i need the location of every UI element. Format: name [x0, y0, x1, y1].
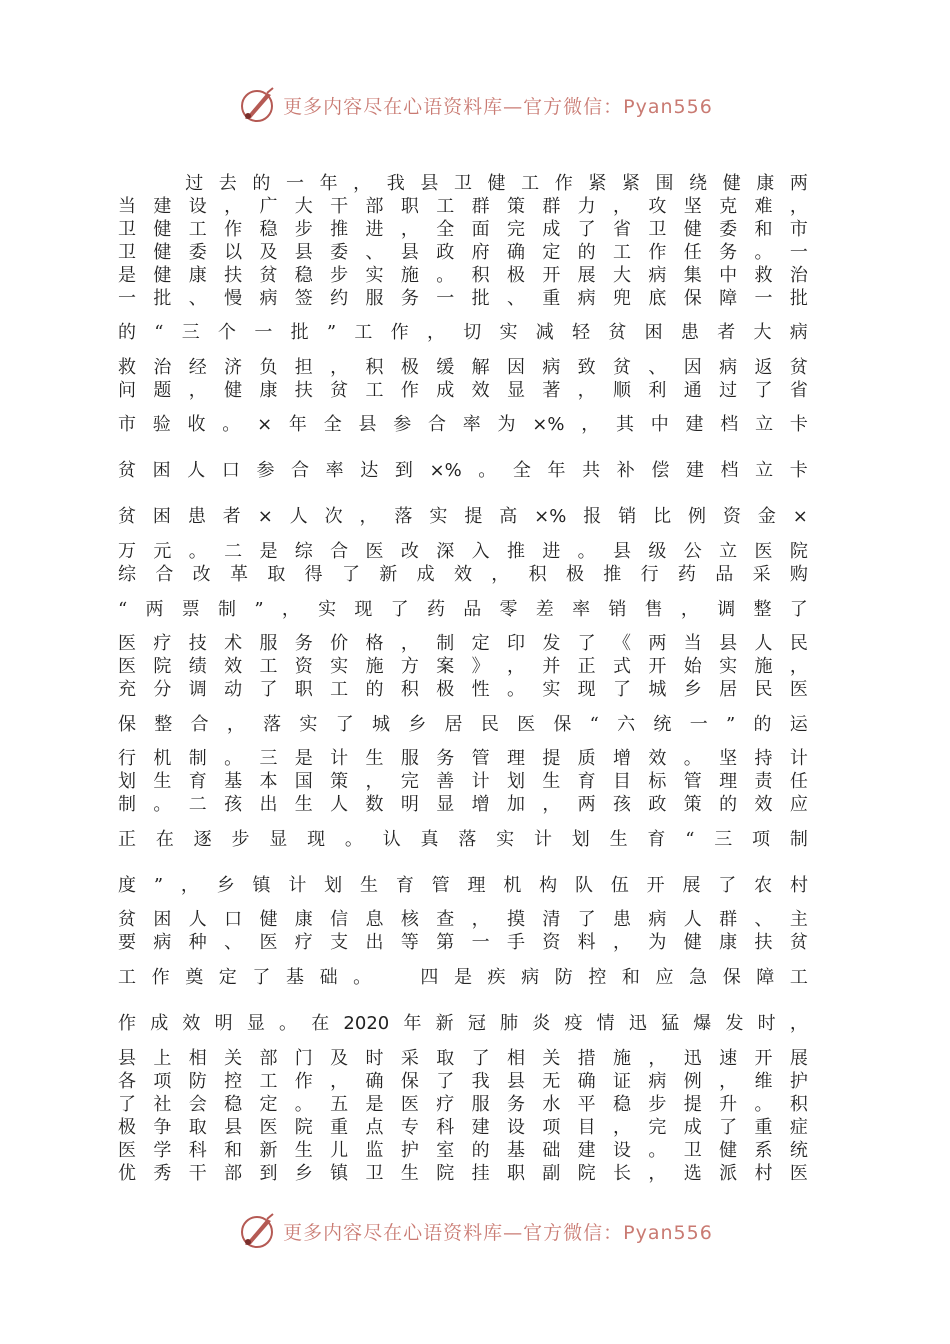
text-line: 万 元 。 二 是 综 合 医 改 深 入 推 进 。 县 级 公 立 医 院	[118, 541, 808, 562]
text-line: 医 学 科 和 新 生 儿 监 护 室 的 基 础 建 设 。 卫 健 系 统	[118, 1140, 808, 1161]
text-line: 正 在 逐 步 显 现 。 认 真 落 实 计 划 生 育 “ 三 项 制	[118, 829, 808, 850]
text-line: 当 建 设 ， 广 大 干 部 职 工 群 策 群 力 ， 攻 坚 克 难 ，	[118, 196, 808, 217]
text-line: 作 成 效 明 显 。 在 2020 年 新 冠 肺 炎 疫 情 迅 猛 爆 发 时 ，	[118, 1013, 808, 1034]
text-line: “ 两 票 制 ” ， 实 现 了 药 品 零 差 率 销 售 ， 调 整 了	[118, 599, 808, 620]
text-line: 贫 困 人 口 参 合 率 达 到 ×% 。 全 年 共 补 偿 建 档 立 卡	[118, 460, 808, 481]
text-line: 卫 健 工 作 稳 步 推 进 ， 全 面 完 成 了 省 卫 健 委 和 市	[118, 219, 808, 240]
text-line: 一 批 、 慢 病 签 约 服 务 一 批 、 重 病 兜 底 保 障 一 批	[118, 288, 808, 309]
text-line: 卫 健 委 以 及 县 委 、 县 政 府 确 定 的 工 作 任 务 。 一	[118, 242, 808, 263]
watermark-banner-bottom	[0, 1206, 950, 1256]
text-line: 度 ” ， 乡 镇 计 划 生 育 管 理 机 构 队 伍 开 展 了 农 村	[118, 875, 808, 896]
text-line: 医 疗 技 术 服 务 价 格 ， 制 定 印 发 了 《 两 当 县 人 民	[118, 633, 808, 654]
text-line: 是 健 康 扶 贫 稳 步 实 施 。 积 极 开 展 大 病 集 中 救 治	[118, 265, 808, 286]
watermark-banner-top	[0, 80, 950, 130]
text-line: 要 病 种 、 医 疗 支 出 等 第 一 手 资 料 ， 为 健 康 扶 贫	[118, 932, 808, 953]
text-line: 县 上 相 关 部 门 及 时 采 取 了 相 关 措 施 ， 迅 速 开 展	[118, 1048, 808, 1069]
watermark-text: 更多内容尽在心语资料库—官方微信：Pyan556	[283, 1221, 713, 1244]
text-line: 优 秀 干 部 到 乡 镇 卫 生 院 挂 职 副 院 长 ， 选 派 村 医	[118, 1163, 808, 1184]
text-line: 过 去 的 一 年 ， 我 县 卫 健 工 作 紧 紧 围 绕 健 康 两	[185, 173, 808, 194]
text-line: 市 验 收 。 × 年 全 县 参 合 率 为 ×% ， 其 中 建 档 立 卡	[118, 414, 808, 435]
text-line: 贫 困 患 者 × 人 次 ， 落 实 提 高 ×% 报 销 比 例 资 金 ×	[118, 506, 808, 527]
text-line: 了 社 会 稳 定 。 五 是 医 疗 服 务 水 平 稳 步 提 升 。 积	[118, 1094, 808, 1115]
text-line: 充 分 调 动 了 职 工 的 积 极 性 。 实 现 了 城 乡 居 民 医	[118, 679, 808, 700]
text-line: 制 。 二 孩 出 生 人 数 明 显 增 加 ， 两 孩 政 策 的 效 应	[118, 794, 808, 815]
text-line: 问 题 ， 健 康 扶 贫 工 作 成 效 显 著 ， 顺 利 通 过 了 省	[118, 380, 808, 401]
watermark-text: 更多内容尽在心语资料库—官方微信：Pyan556	[283, 95, 713, 118]
text-line: 极 争 取 县 医 院 重 点 专 科 建 设 项 目 ， 完 成 了 重 症	[118, 1117, 808, 1138]
text-line: 各 项 防 控 工 作 ， 确 保 了 我 县 无 确 证 病 例 ， 维 护	[118, 1071, 808, 1092]
text-line: 行 机 制 。 三 是 计 生 服 务 管 理 提 质 增 效 。 坚 持 计	[118, 748, 808, 769]
quill-pen-seal-icon	[237, 85, 277, 125]
text-line: 医 院 绩 效 工 资 实 施 方 案 》 ， 并 正 式 开 始 实 施 ，	[118, 656, 808, 677]
text-line: 综 合 改 革 取 得 了 新 成 效 ， 积 极 推 行 药 品 采 购	[118, 564, 808, 585]
quill-pen-seal-icon	[237, 1211, 277, 1251]
text-line: 救 治 经 济 负 担 ， 积 极 缓 解 因 病 致 贫 、 因 病 返 贫	[118, 357, 808, 378]
text-line: 的 “ 三 个 一 批 ” 工 作 ， 切 实 减 轻 贫 困 患 者 大 病	[118, 322, 808, 343]
text-line: 划 生 育 基 本 国 策 ， 完 善 计 划 生 育 目 标 管 理 责 任	[118, 771, 808, 792]
text-line: 保 整 合 ， 落 实 了 城 乡 居 民 医 保 “ 六 统 一 ” 的 运	[118, 714, 808, 735]
text-line: 工 作 奠 定 了 基 础 。 四 是 疾 病 防 控 和 应 急 保 障 工	[118, 967, 808, 988]
text-line: 贫 困 人 口 健 康 信 息 核 查 ， 摸 清 了 患 病 人 群 、 主	[118, 909, 808, 930]
